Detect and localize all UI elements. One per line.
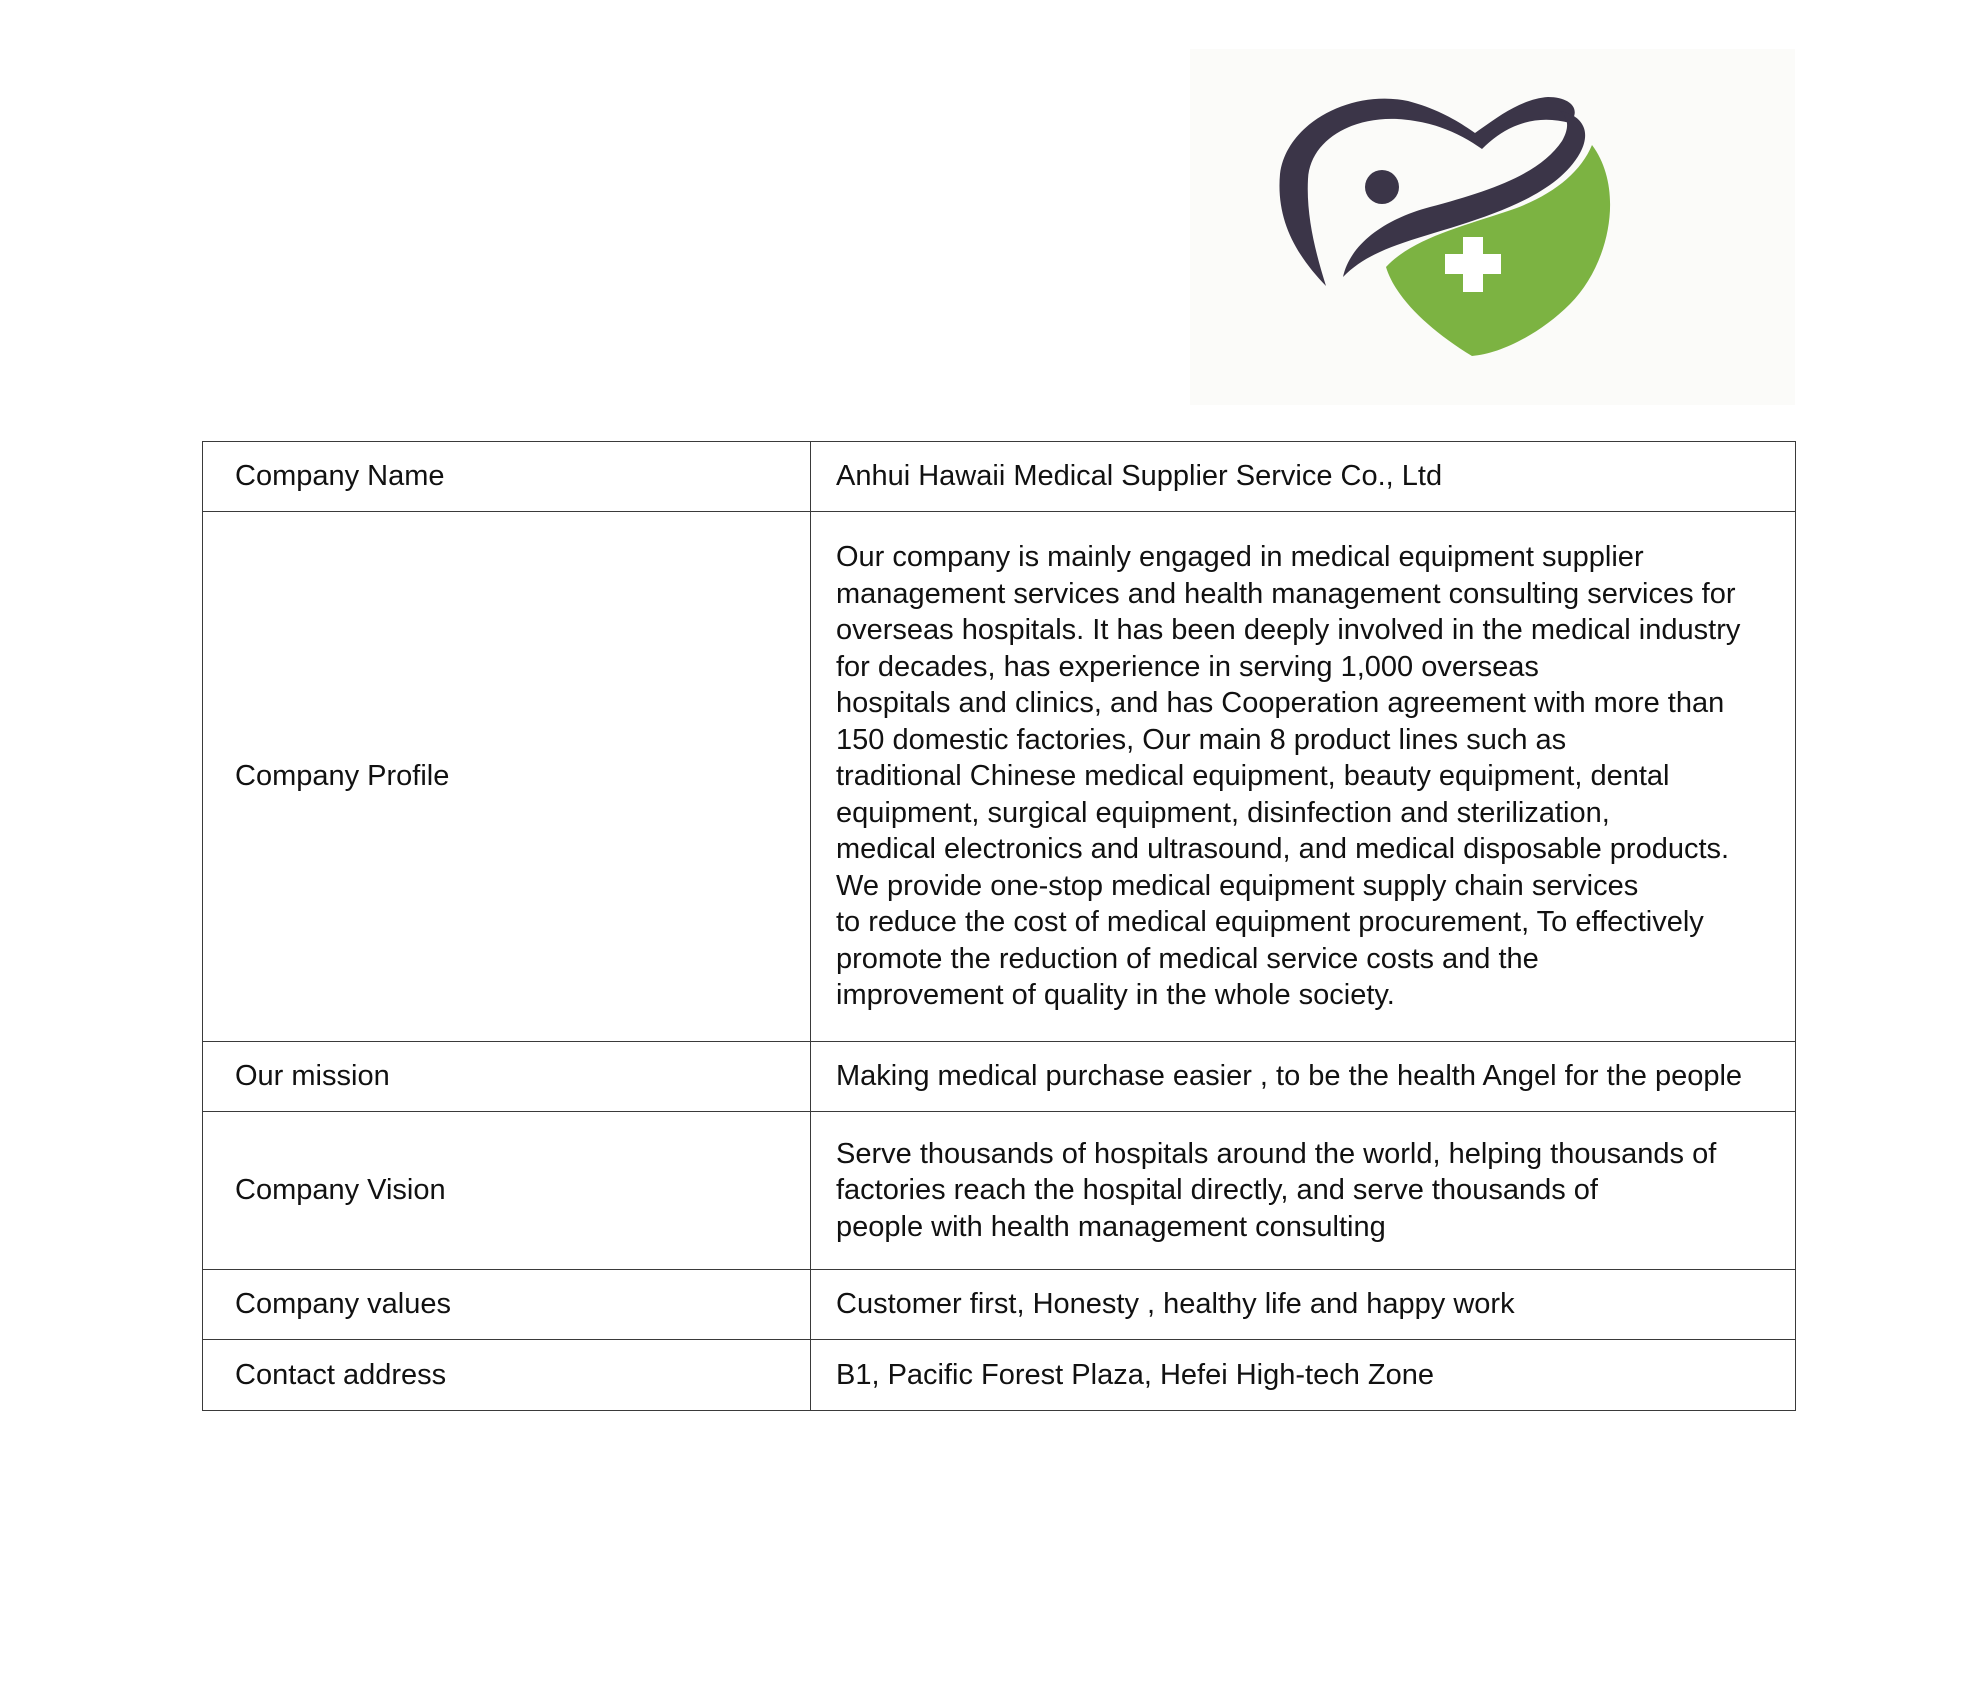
value-line: for decades, has experience in serving 1,000 overseas xyxy=(836,650,1539,683)
value-line: people with health management consulting xyxy=(836,1210,1386,1243)
value-line: B1, Pacific Forest Plaza, Hefei High-tech Zone xyxy=(836,1358,1434,1391)
row-label: Our mission xyxy=(203,1042,811,1112)
row-value xyxy=(811,442,1796,512)
row-label: Company Profile xyxy=(203,512,811,1042)
row-value xyxy=(811,1042,1796,1112)
value-line: Making medical purchase easier , to be the health Angel for the people xyxy=(836,1060,1743,1093)
value-line: 150 domestic factories, Our main 8 product lines such as xyxy=(836,723,1567,756)
value-line: management services and health management consulting services for xyxy=(836,577,1736,610)
row-value xyxy=(811,1340,1796,1411)
row-label: Company Name xyxy=(203,442,811,512)
value-line: Serve thousands of hospitals around the world, helping thousands of xyxy=(836,1137,1717,1170)
row-value xyxy=(811,1270,1796,1340)
value-line: medical electronics and ultrasound, and medical disposable products. xyxy=(836,833,1730,866)
value-line: hospitals and clinics, and has Cooperation agreement with more than xyxy=(836,687,1725,720)
row-label: Company values xyxy=(203,1270,811,1340)
logo-head xyxy=(1365,170,1399,204)
value-line: We provide one-stop medical equipment supply chain services xyxy=(836,869,1639,902)
company-logo xyxy=(1190,49,1795,405)
logo-green-half xyxy=(1386,145,1610,356)
table-row xyxy=(203,512,1796,1042)
row-value xyxy=(811,1112,1796,1270)
row-label: Contact address xyxy=(203,1340,811,1411)
table-row xyxy=(203,1340,1796,1411)
table-row xyxy=(203,1270,1796,1340)
value-line: Our company is mainly engaged in medical equipment supplier xyxy=(836,541,1644,574)
value-line: equipment, surgical equipment, disinfection and sterilization, xyxy=(836,796,1610,829)
value-line: promote the reduction of medical service costs and the xyxy=(836,942,1539,975)
value-line: traditional Chinese medical equipment, beauty equipment, dental xyxy=(836,760,1670,793)
value-line: Anhui Hawaii Medical Supplier Service Co., Ltd xyxy=(836,460,1443,493)
value-line: improvement of quality in the whole society. xyxy=(836,979,1395,1012)
row-value xyxy=(811,512,1796,1042)
company-info-table xyxy=(202,441,1796,1411)
table-row xyxy=(203,1042,1796,1112)
table-row xyxy=(203,442,1796,512)
heart-medical-cross-logo-icon xyxy=(1190,49,1795,405)
table-row xyxy=(203,1112,1796,1270)
value-line: overseas hospitals. It has been deeply involved in the medical industry xyxy=(836,614,1741,647)
row-label: Company Vision xyxy=(203,1112,811,1270)
value-line: to reduce the cost of medical equipment procurement, To effectively xyxy=(836,906,1704,939)
value-line: Customer first, Honesty , healthy life and happy work xyxy=(836,1288,1515,1321)
value-line: factories reach the hospital directly, and serve thousands of xyxy=(836,1174,1598,1207)
